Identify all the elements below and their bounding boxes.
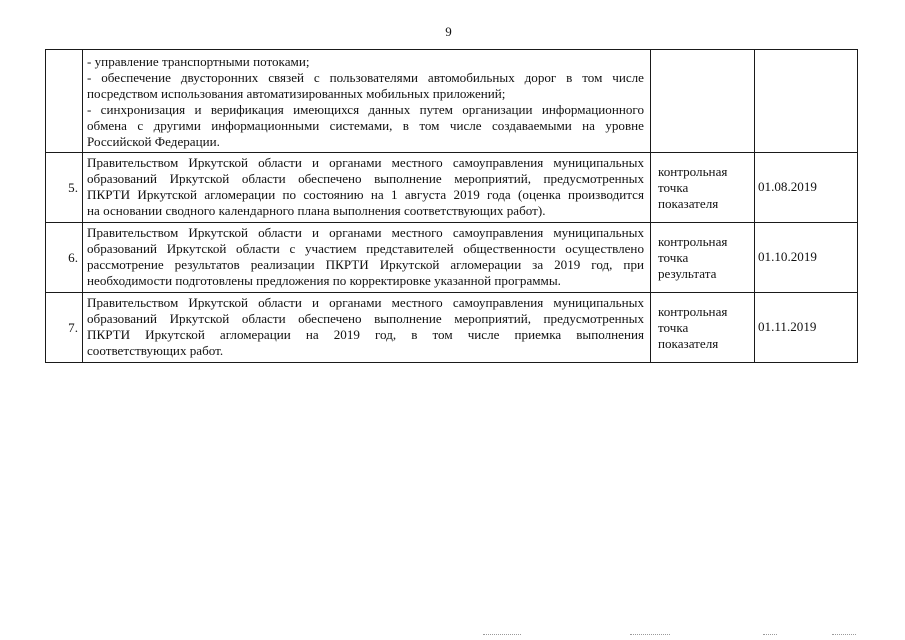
description-line: - синхронизация и верификация имеющихся данных путем организации информационного bbox=[87, 102, 644, 117]
description-line: образований Иркутской области обеспечено выполнение мероприятий, предусмотренных bbox=[87, 171, 644, 186]
control-points-table bbox=[45, 49, 858, 363]
description-line: Российской Федерации. bbox=[87, 134, 220, 149]
type-cell bbox=[651, 293, 755, 363]
page-number: 9 bbox=[445, 24, 452, 39]
row-number-cell: 5. bbox=[46, 153, 83, 223]
description-line: ПКРТИ Иркутской агломерации на 2019 год, в том числе приемка выполнения bbox=[87, 327, 644, 342]
date-cell: 01.10.2019 bbox=[755, 223, 858, 293]
type-line: контрольная bbox=[658, 233, 728, 249]
description-line: ПКРТИ Иркутской агломерации по состоянию на 1 августа 2019 года (оценка производится bbox=[87, 187, 644, 202]
row-number-cell: 7. bbox=[46, 293, 83, 363]
description-line: рассмотрение результатов реализации ПКРТИ Иркутской агломерации за 2019 год, при bbox=[87, 257, 644, 272]
description-line: посредством использования автоматизированных мобильных приложений; bbox=[87, 86, 506, 101]
type-line: показателя bbox=[658, 335, 719, 351]
table-row bbox=[46, 153, 858, 223]
date-cell bbox=[755, 50, 858, 153]
type-cell bbox=[651, 153, 755, 223]
row-number-cell bbox=[46, 50, 83, 153]
scan-mark bbox=[483, 634, 521, 636]
type-line: точка bbox=[658, 249, 689, 265]
scan-mark bbox=[630, 634, 670, 636]
description-line: - управление транспортными потоками; bbox=[87, 54, 310, 69]
row-number-cell: 6. bbox=[46, 223, 83, 293]
type-line: точка bbox=[658, 179, 689, 195]
type-cell bbox=[651, 50, 755, 153]
description-cell bbox=[83, 223, 651, 293]
description-line: Правительством Иркутской области и органами местного самоуправления муниципальных bbox=[87, 295, 644, 310]
description-line: необходимости подготовлены предложения по корректировке указанной программы. bbox=[87, 273, 561, 288]
type-line: результата bbox=[658, 265, 717, 281]
type-line: контрольная bbox=[658, 163, 728, 179]
description-cell bbox=[83, 50, 651, 153]
table-row bbox=[46, 223, 858, 293]
description-line: Правительством Иркутской области и органами местного самоуправления муниципальных bbox=[87, 225, 644, 240]
date-cell: 01.11.2019 bbox=[755, 293, 858, 363]
type-line: контрольная bbox=[658, 303, 728, 319]
description-line: - обеспечение двусторонних связей с пользователями автомобильных дорог в том числе bbox=[87, 70, 644, 85]
description-line: обмена с другими информационными системами, в том числе создаваемыми на уровне bbox=[87, 118, 644, 133]
scan-mark bbox=[763, 634, 777, 636]
date-cell: 01.08.2019 bbox=[755, 153, 858, 223]
scan-mark bbox=[832, 634, 856, 636]
description-cell bbox=[83, 153, 651, 223]
table-row bbox=[46, 293, 858, 363]
type-line: точка bbox=[658, 319, 689, 335]
type-cell bbox=[651, 223, 755, 293]
description-cell bbox=[83, 293, 651, 363]
type-line: показателя bbox=[658, 195, 719, 211]
scan-edge-marks bbox=[0, 634, 905, 637]
description-line: на основании сводного календарного плана выполнения соответствующих работ). bbox=[87, 203, 546, 218]
table-row-continuation bbox=[46, 50, 858, 153]
description-line: соответствующих работ. bbox=[87, 343, 224, 358]
description-line: Правительством Иркутской области и органами местного самоуправления муниципальных bbox=[87, 155, 644, 170]
description-line: образований Иркутской области обеспечено выполнение мероприятий, предусмотренных bbox=[87, 311, 644, 326]
description-line: образований Иркутской области с участием представителей общественности осуществлено bbox=[87, 241, 644, 256]
